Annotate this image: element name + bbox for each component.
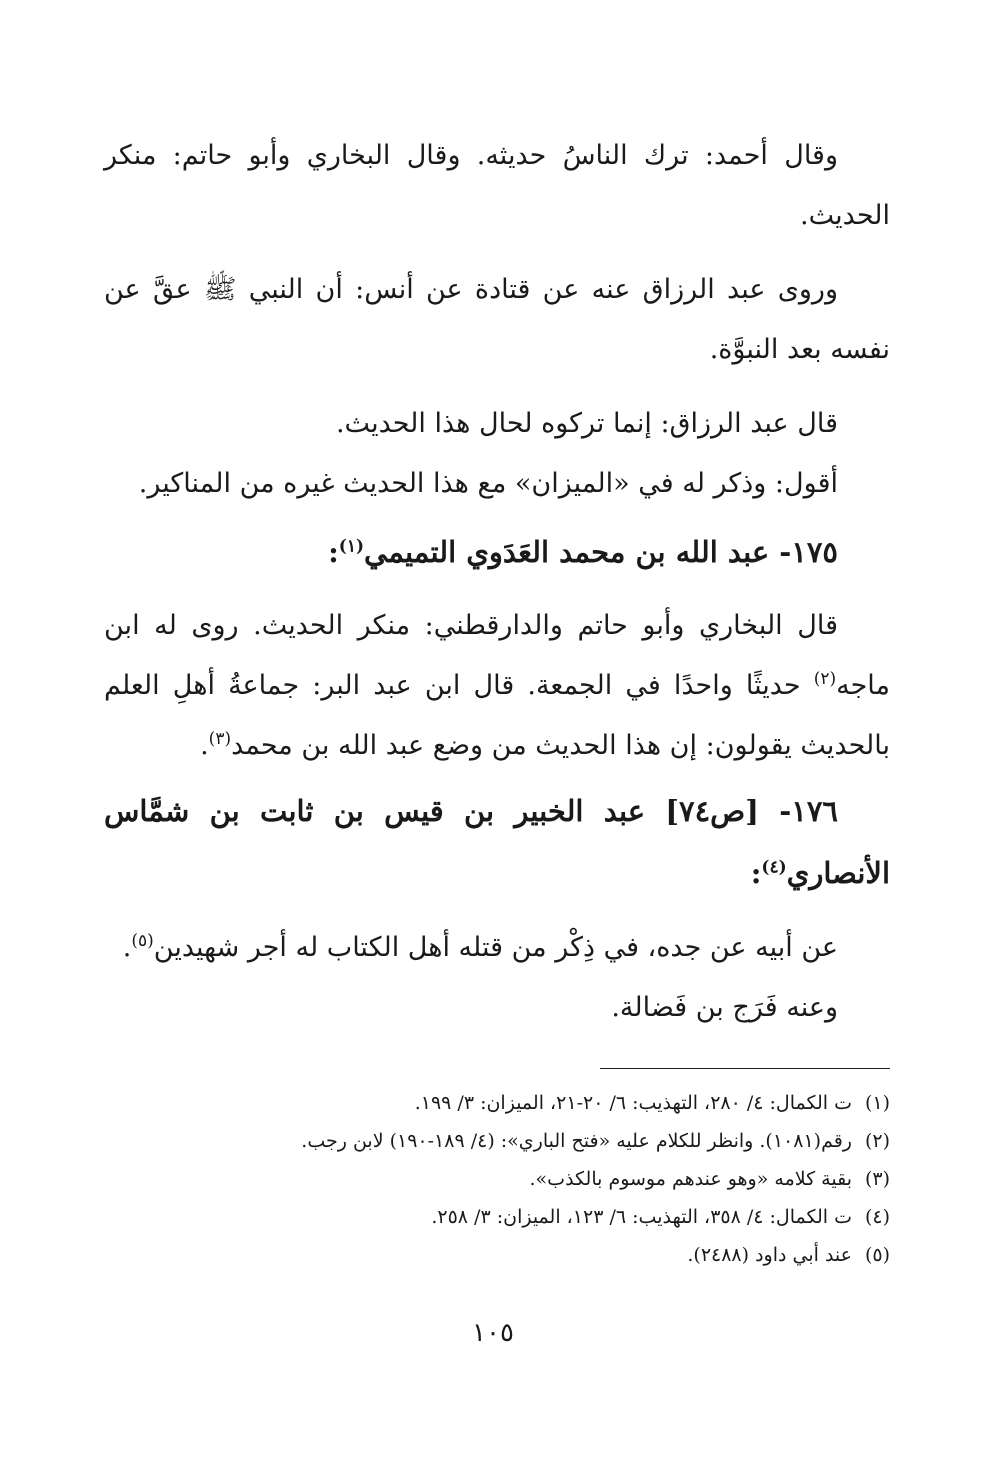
footnotes bbox=[104, 1084, 890, 1274]
text-run: . bbox=[200, 730, 209, 761]
heading-colon: : bbox=[750, 856, 762, 890]
entry-176-text bbox=[104, 918, 890, 978]
footnote-ref: (١) bbox=[338, 536, 365, 557]
footnote bbox=[104, 1160, 890, 1198]
footnote-text: بقية كلامه «وهو عندهم موسوم بالكذب». bbox=[529, 1168, 852, 1190]
footnote-number: (٢) bbox=[864, 1130, 890, 1152]
page-number: ١٠٥ bbox=[472, 1318, 514, 1348]
heading-colon: : bbox=[328, 535, 339, 569]
footnote bbox=[104, 1236, 890, 1274]
footnote-ref: (٣) bbox=[208, 729, 232, 749]
footnote-ref: (٥) bbox=[131, 931, 154, 951]
footnote-number: (١) bbox=[864, 1092, 890, 1114]
footnote-ref: (٢) bbox=[813, 669, 837, 689]
footnote-text: ت الكمال: ٤/ ٢٨٠، التهذيب: ٦/ ٢٠-٢١، الميزان: ٣/ ١٩٩. bbox=[414, 1092, 852, 1114]
footnote bbox=[104, 1122, 890, 1160]
paragraph: قال عبد الرزاق: إنما تركوه لحال هذا الحديث. bbox=[335, 408, 838, 439]
entry-title: ١٧٦- [ص٧٤] عبد الخبير بن قيس بن ثابت بن شمَّاس الأنصاري bbox=[104, 794, 890, 890]
entry-176-narrator: وعنه فَرَج بن فَضالة. bbox=[611, 992, 838, 1023]
main-text bbox=[104, 126, 890, 1038]
entry-175-text bbox=[104, 596, 890, 776]
footnote-number: (٥) bbox=[864, 1244, 890, 1266]
footnote-number: (٣) bbox=[864, 1168, 890, 1190]
footnote bbox=[104, 1084, 890, 1122]
footnote-number: (٤) bbox=[864, 1206, 890, 1228]
footnote bbox=[104, 1198, 890, 1236]
text-run: . bbox=[122, 932, 132, 963]
footnote-text: رقم(١٠٨١). وانظر للكلام عليه «فتح الباري»: (٤/ ١٨٩-١٩٠) لابن رجب. bbox=[301, 1130, 852, 1152]
footnote-text: ت الكمال: ٤/ ٣٥٨، التهذيب: ٦/ ١٢٣، الميزان: ٣/ ٢٥٨. bbox=[431, 1206, 852, 1228]
footnote-separator bbox=[600, 1068, 890, 1069]
text-run: قال البخاري وأبو حاتم والدارقطني: منكر الحديث. روى له ابن ماجه bbox=[104, 610, 890, 701]
entry-heading-176 bbox=[104, 780, 890, 904]
text-run: عن أبيه عن جده، في ذِكْر من قتله أهل الكتاب له أجر شهيدين bbox=[153, 932, 838, 963]
paragraph: أقول: وذكر له في «الميزان» مع هذا الحديث غيره من المناكير. bbox=[138, 468, 838, 499]
text-run: حديثًا واحدًا في الجمعة. قال ابن عبد البر: جماعةُ أهلِ العلم بالحديث يقولون: إن هذا الحديث من وضع عبد الله بن محمد bbox=[104, 670, 890, 761]
footnote-ref: (٤) bbox=[761, 857, 787, 878]
paragraph: وروى عبد الرزاق عنه عن قتادة عن أنس: أن النبي ﷺ عقَّ عن نفسه بعد النبوَّة. bbox=[104, 274, 890, 365]
paragraph: وقال أحمد: ترك الناسُ حديثه. وقال البخاري وأبو حاتم: منكر الحديث. bbox=[104, 140, 890, 231]
entry-heading-175 bbox=[104, 522, 890, 582]
footnote-text: عند أبي داود (٢٤٨٨). bbox=[687, 1244, 852, 1266]
entry-title: ١٧٥- عبد الله بن محمد العَدَوي التميمي bbox=[364, 535, 838, 569]
